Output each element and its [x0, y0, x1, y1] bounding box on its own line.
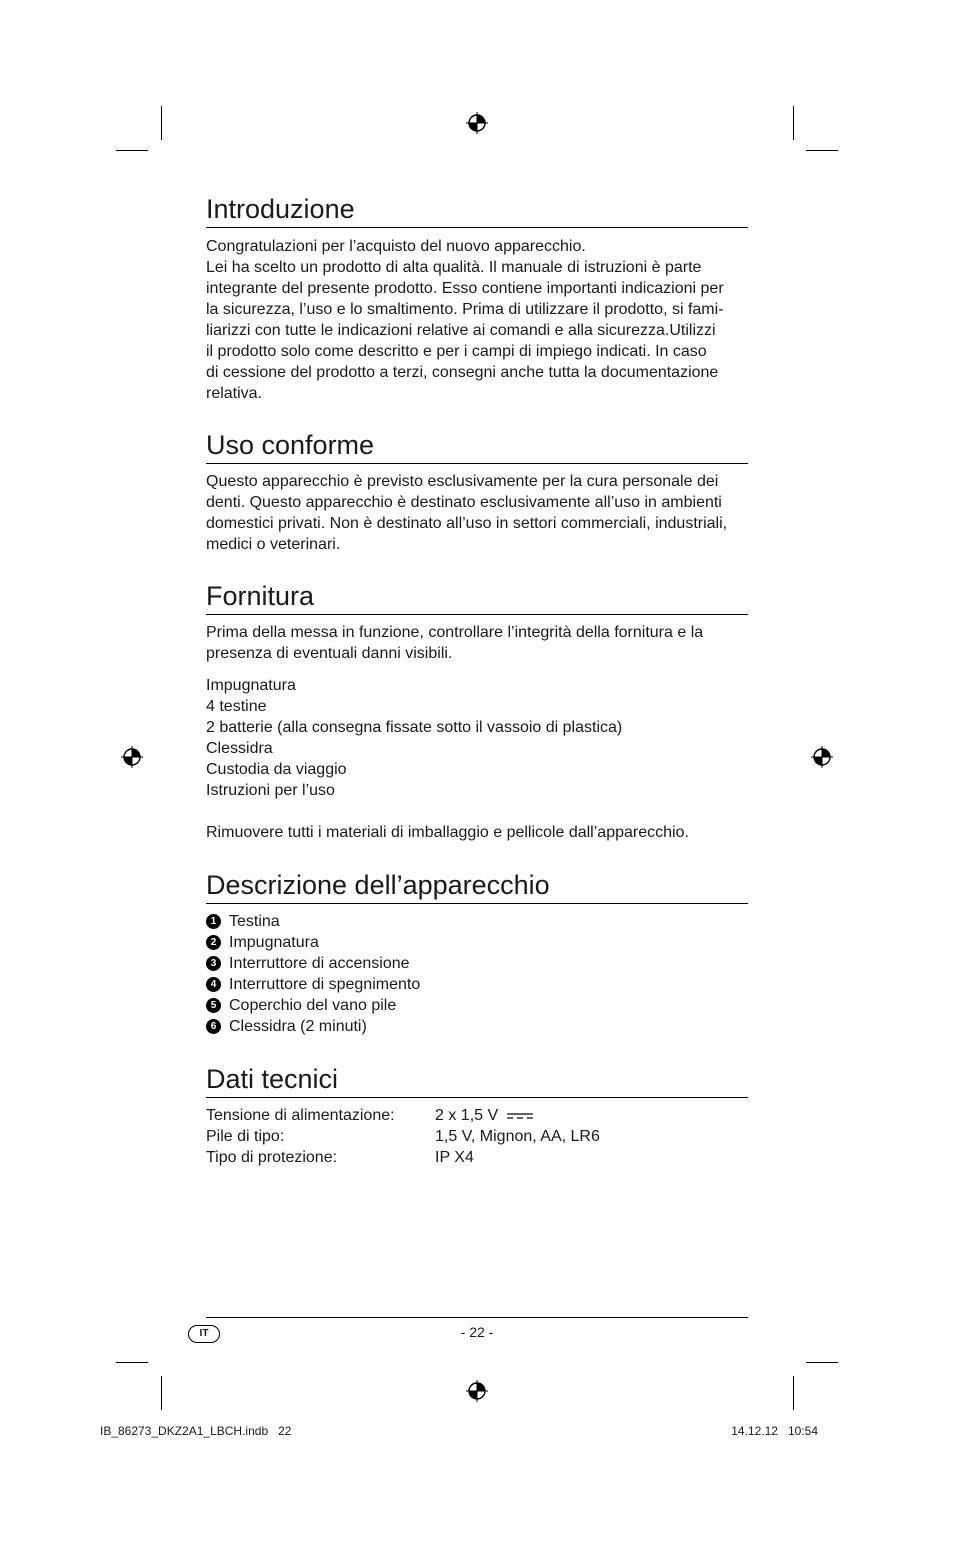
list-item: Custodia da viaggio	[206, 761, 347, 778]
supply-list	[206, 675, 748, 801]
list-item: Impugnatura	[206, 677, 296, 694]
paragraph-line: domestici privati. Non è destinato all’uso in settori commerciali, industriali,	[206, 515, 728, 532]
registration-mark-icon	[811, 746, 833, 768]
number-badge: 6	[206, 1019, 221, 1034]
paragraph-line: presenza di eventuali danni visibili.	[206, 645, 453, 662]
section-uso-conforme	[206, 428, 748, 555]
spec-table	[206, 1105, 748, 1168]
section-introduzione	[206, 192, 748, 404]
section-heading: Uso conforme	[206, 428, 748, 464]
parts-list	[206, 911, 748, 1037]
crop-mark	[806, 1362, 838, 1363]
number-badge: 1	[206, 914, 221, 929]
paragraph-line: medici o veterinari.	[206, 536, 341, 553]
list-item: Clessidra	[206, 740, 273, 757]
section-fornitura	[206, 579, 748, 843]
list-item: Istruzioni per l’uso	[206, 782, 335, 799]
list-item	[206, 953, 748, 974]
crop-mark	[793, 106, 794, 140]
paragraph-line: Lei ha scelto un prodotto di alta qualità. Il manuale di istruzioni è parte	[206, 259, 702, 276]
spec-row	[206, 1147, 748, 1168]
number-badge: 2	[206, 935, 221, 950]
crop-mark	[806, 150, 838, 151]
paragraph-line: liarizzi con tutte le indicazioni relative ai comandi e alla sicurezza.Utilizzi	[206, 322, 716, 339]
section-heading: Introduzione	[206, 192, 748, 228]
list-item: 4 testine	[206, 698, 267, 715]
crop-mark	[793, 1376, 794, 1410]
part-label: Interruttore di accensione	[229, 955, 410, 972]
number-badge: 5	[206, 998, 221, 1013]
crop-mark	[161, 106, 162, 140]
page-number: - 22 -	[460, 1324, 494, 1340]
direct-current-icon	[507, 1111, 533, 1121]
paragraph-line: relativa.	[206, 385, 263, 402]
section-heading: Dati tecnici	[206, 1062, 748, 1098]
spec-row	[206, 1105, 748, 1126]
section-heading: Fornitura	[206, 579, 748, 615]
list-item	[206, 932, 748, 953]
section-heading: Descrizione dell’apparecchio	[206, 868, 748, 904]
registration-mark-icon	[466, 1380, 488, 1402]
paragraph-line: il prodotto solo come descritto e per i campi di impiego indicati. In caso	[206, 343, 707, 360]
number-badge: 4	[206, 977, 221, 992]
language-badge: IT	[188, 1325, 220, 1343]
paragraph-line: la sicurezza, l’uso e lo smaltimento. Prima di utilizzare il prodotto, si fami-	[206, 301, 724, 318]
crop-mark	[161, 1376, 162, 1410]
list-item	[206, 974, 748, 995]
list-item	[206, 911, 748, 932]
spec-label: Tipo di protezione:	[206, 1149, 338, 1166]
footer-rule	[206, 1317, 748, 1318]
paragraph-line: integrante del presente prodotto. Esso contiene importanti indicazioni per	[206, 280, 724, 297]
spec-value-text: 2 x 1,5 V	[435, 1107, 499, 1124]
paragraph-line: denti. Questo apparecchio è destinato esclusivamente all’uso in ambienti	[206, 494, 722, 511]
part-label: Impugnatura	[229, 934, 319, 951]
number-badge: 3	[206, 956, 221, 971]
paragraph-line: Prima della messa in funzione, controllare l’integrità della fornitura e la	[206, 624, 704, 641]
spec-value: IP X4	[435, 1149, 474, 1166]
paragraph-line: di cessione del prodotto a terzi, consegni anche tutta la documentazione	[206, 364, 719, 381]
packaging-note: Rimuovere tutti i materiali di imballaggio e pellicole dall’apparecchio.	[206, 824, 689, 841]
crop-mark	[116, 150, 148, 151]
part-label: Testina	[229, 913, 280, 930]
crop-mark	[116, 1362, 148, 1363]
part-label: Clessidra (2 minuti)	[229, 1018, 367, 1035]
section-descrizione	[206, 868, 748, 1037]
part-label: Coperchio del vano pile	[229, 997, 397, 1014]
registration-mark-icon	[466, 112, 488, 134]
spec-row	[206, 1126, 748, 1147]
registration-mark-icon	[121, 746, 143, 768]
list-item	[206, 995, 748, 1016]
paragraph-line: Congratulazioni per l’acquisto del nuovo apparecchio.	[206, 238, 586, 255]
page-content	[206, 192, 748, 1168]
print-slug-date: 14.12.12 10:54	[731, 1424, 818, 1438]
list-item: 2 batterie (alla consegna fissate sotto il vassoio di plastica)	[206, 719, 623, 736]
part-label: Interruttore di spegnimento	[229, 976, 421, 993]
spec-value	[435, 1105, 533, 1126]
section-dati-tecnici	[206, 1062, 748, 1168]
spec-label: Tensione di alimentazione:	[206, 1107, 395, 1124]
paragraph-line: Questo apparecchio è previsto esclusivamente per la cura personale dei	[206, 473, 719, 490]
spec-label: Pile di tipo:	[206, 1128, 285, 1145]
list-item	[206, 1016, 748, 1037]
spec-value: 1,5 V, Mignon, AA, LR6	[435, 1128, 600, 1145]
print-slug-file: IB_86273_DKZ2A1_LBCH.indb 22	[100, 1424, 292, 1438]
